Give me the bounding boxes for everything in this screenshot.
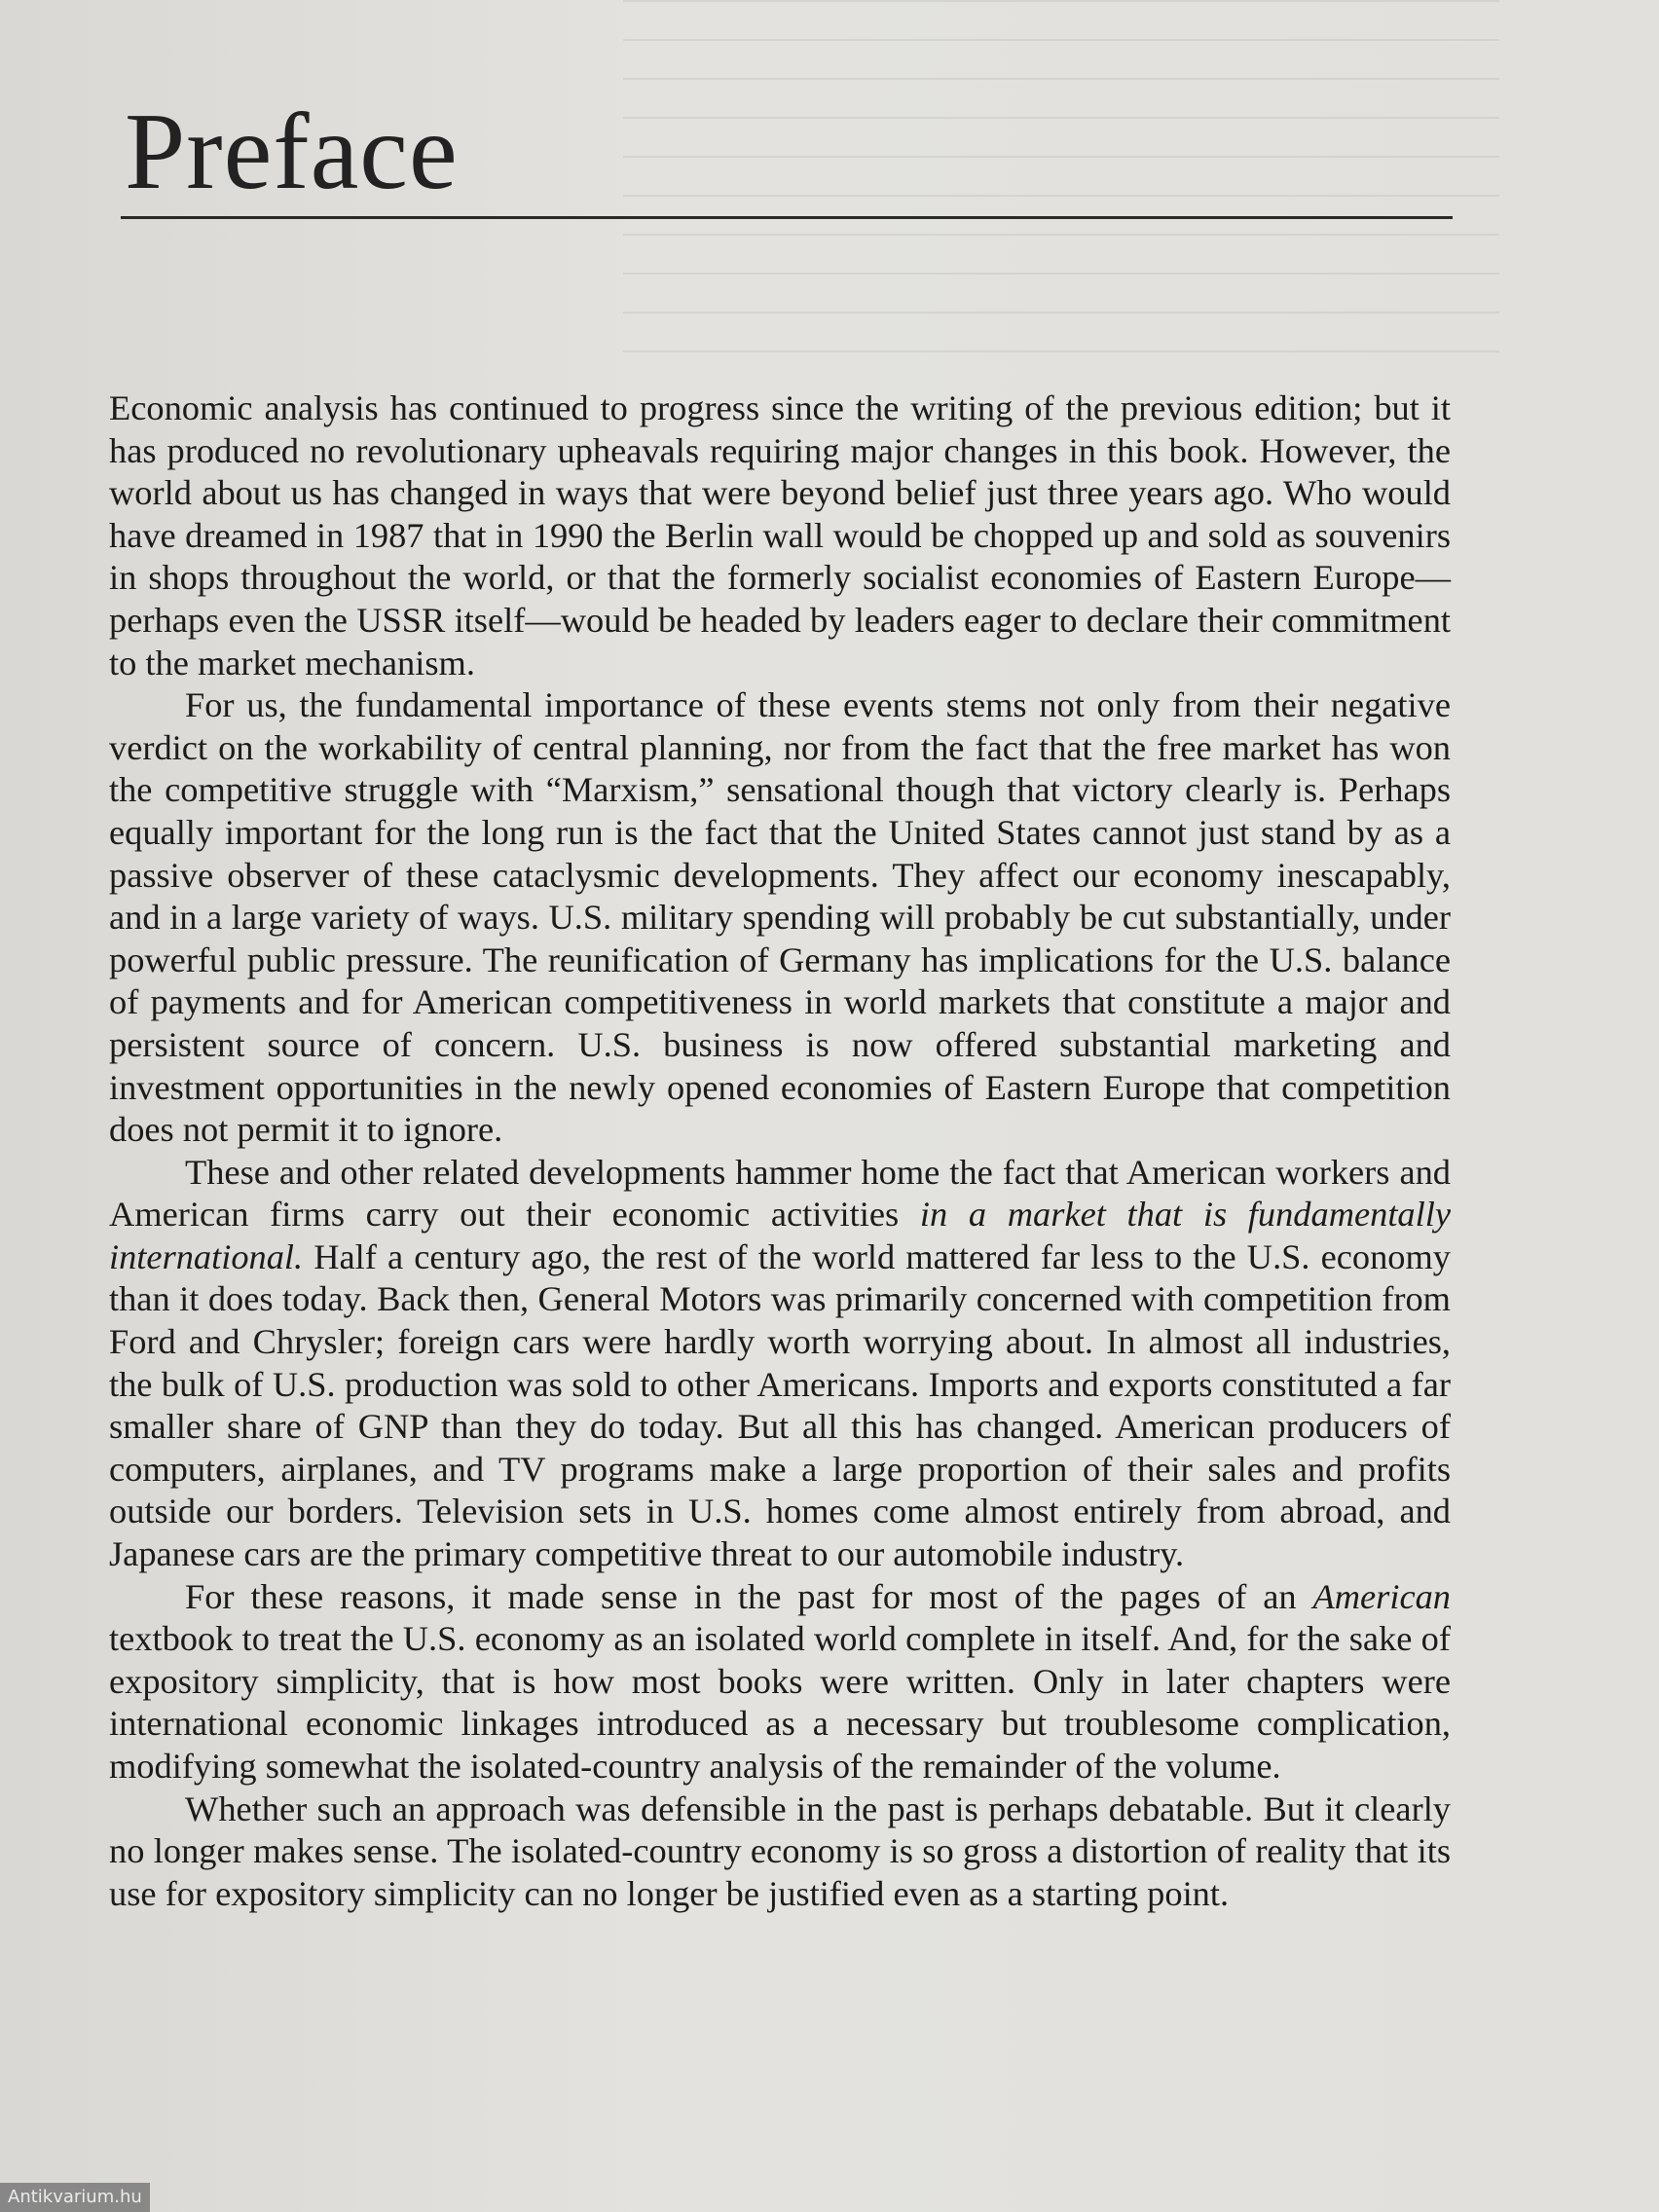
paragraph-text: For these reasons, it made sense in the past for most of the pages of an	[185, 1576, 1313, 1616]
title-rule	[121, 216, 1453, 219]
emphasis-text: American	[1312, 1576, 1451, 1616]
paragraph-3	[109, 1152, 1451, 1576]
watermark-label: Antikvarium.hu	[0, 2183, 150, 2212]
paragraph-text: textbook to treat the U.S. economy as an isolated world complete in itself. And, for the sake of expository simplicity, that is how most books were written. Only in later chapters were international economic linkages introduced as a necessary but troublesome complication, modifying somewhat the isolated-country analysis of the remainder of the volume.	[109, 1619, 1451, 1786]
paragraph-2	[109, 684, 1451, 1152]
preface-body	[109, 387, 1451, 1915]
paragraph-text: Half a century ago, the rest of the world mattered far less to the U.S. economy than it does today. Back then, General Motors was primarily concerned with competition from Ford and Chrysler; foreign cars were hardly worth worrying about. In almost all industries, the bulk of U.S. production was sold to other Americans. Imports and exports constituted a far smaller share of GNP than they do today. But all this has changed. American producers of computers, airplanes, and TV programs make a large proportion of their sales and profits outside our borders. Television sets in U.S. homes come almost entirely from abroad, and Japanese cars are the primary competitive threat to our automobile industry.	[109, 1236, 1451, 1574]
paragraph-4	[109, 1576, 1451, 1788]
paragraph-1	[109, 387, 1451, 684]
paragraph-5	[109, 1788, 1451, 1916]
page-title: Preface	[125, 92, 459, 212]
emphasis-text: in a market that is fundamentally international.	[109, 1195, 1451, 1276]
show-through-text	[623, 0, 1499, 370]
paragraph-text: These and other related developments hammer home the fact that American workers and American firms carry out their economic activities	[109, 1152, 1451, 1235]
paragraph-text: For us, the fundamental importance of these events stems not only from their negative verdict on the workability of central planning, nor from the fact that the free market has won the competitive struggle with “Marxism,” sensational though that victory clearly is. Perhaps equally important for the long run is the fact that the United States cannot just stand by as a passive observer of these cataclysmic developments. They affect our economy inescapably, and in a large variety of ways. U.S. military spending will probably be cut substantially, under powerful public pressure. The reunification of Germany has implications for the U.S. balance of payments and for American competitiveness in world markets that constitute a major and persistent source of concern. U.S. business is now offered substantial marketing and investment opportunities in the newly opened economies of Eastern Europe that competition does not permit it to ignore.	[109, 685, 1451, 1150]
paragraph-text: Economic analysis has continued to progress since the writing of the previous edition; but it has produced no revolutionary upheavals requiring major changes in this book. However, the world about us has changed in ways that were beyond belief just three years ago. Who would have dreamed in 1987 that in 1990 the Berlin wall would be chopped up and sold as souvenirs in shops throughout the world, or that the formerly socialist economies of Eastern Europe—perhaps even the USSR itself—would be headed by leaders eager to declare their commitment to the market mechanism.	[109, 388, 1451, 682]
paragraph-text: Whether such an approach was defensible in the past is perhaps debatable. But it clearly no longer makes sense. The isolated-country economy is so gross a distortion of reality that its use for expository simplicity can no longer be justified even as a starting point.	[109, 1788, 1451, 1913]
